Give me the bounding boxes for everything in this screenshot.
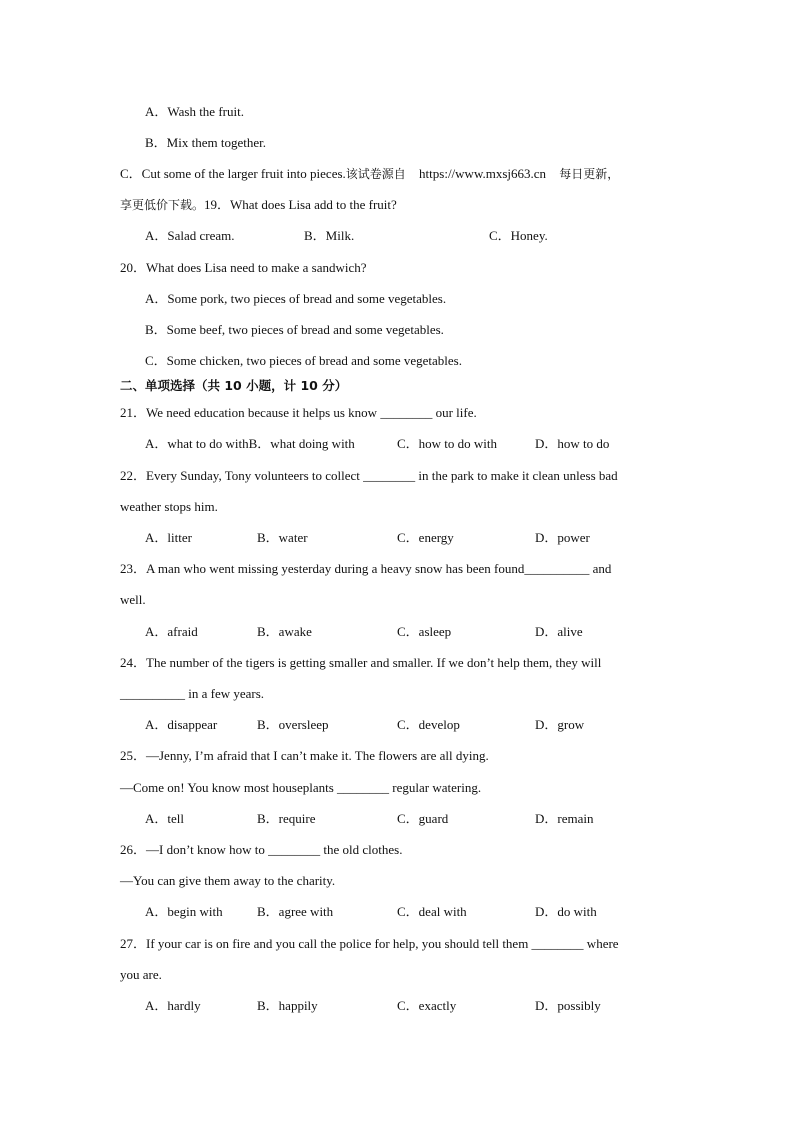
q23-stem-line2: well.: [120, 592, 146, 607]
q27-option-d: D．possibly: [535, 998, 601, 1013]
q21-stem: 21．We need education because it helps us know ________ our life.: [120, 405, 477, 420]
q20-option-c: C．Some chicken, two pieces of bread and some vegetables.: [145, 353, 462, 368]
q18-option-b: B．Mix them together.: [145, 135, 266, 150]
q23-option-a: A．afraid: [145, 624, 198, 639]
q24-option-d: D．grow: [535, 717, 585, 732]
ad-text-download: 享更低价下载。: [120, 198, 205, 212]
q21-option-c: C．how to do with: [397, 436, 498, 451]
q20-stem: 20．What does Lisa need to make a sandwich?: [120, 260, 367, 275]
q25-stem-line1: 25．—Jenny, I’m afraid that I can’t make it. The flowers are all dying.: [120, 748, 489, 763]
q22-stem-line2: weather stops him.: [120, 499, 218, 514]
q25-option-c: C．guard: [397, 811, 449, 826]
q22-option-d: D．power: [535, 530, 590, 545]
q19-option-c: C．Honey.: [489, 228, 548, 243]
q24-option-c: C．develop: [397, 717, 460, 732]
q24-option-a: A．disappear: [145, 717, 218, 732]
q26-option-c: C．deal with: [397, 904, 467, 919]
q24-option-b: B．oversleep: [257, 717, 329, 732]
q20-option-b: B．Some beef, two pieces of bread and some vegetables.: [145, 322, 444, 337]
q22-option-c: C．energy: [397, 530, 454, 545]
q25-option-b: B．require: [257, 811, 316, 826]
q23-stem-line1: 23．A man who went missing yesterday during a heavy snow has been found__________ and: [120, 561, 612, 576]
q27-stem-line1: 27．If your car is on fire and you call the police for help, you should tell them ________ where: [120, 936, 619, 951]
q24-stem-line2: __________ in a few years.: [120, 686, 265, 701]
q21-option-d: D．how to do: [535, 436, 610, 451]
q23-option-c: C．asleep: [397, 624, 452, 639]
q23-option-b: B．awake: [257, 624, 312, 639]
q26-option-a: A．begin with: [145, 904, 223, 919]
q18-option-a: A．Wash the fruit.: [145, 104, 244, 119]
q23-option-d: D．alive: [535, 624, 583, 639]
q26-stem-line2: —You can give them away to the charity.: [120, 873, 336, 888]
q25-option-a: A．tell: [145, 811, 184, 826]
q18-option-c: [120, 166, 619, 182]
ad-text-source: 该试卷源自: [345, 167, 406, 181]
q18-option-c-text: C．Cut some of the larger fruit into pieces.: [120, 166, 346, 181]
q24-stem-line1: 24．The number of the tigers is getting smaller and smaller. If we don’t help them, they will: [120, 655, 602, 670]
q21-option-ab: A．what to do withB．what doing with: [145, 436, 355, 451]
section-2-title: 二、单项选择（共 10 小题，计 10 分）: [120, 378, 348, 393]
q26-option-b: B．agree with: [257, 904, 334, 919]
q26-option-d: D．do with: [535, 904, 597, 919]
q22-option-a: A．litter: [145, 530, 192, 545]
q19-line: [120, 197, 397, 213]
q22-stem-line1: 22．Every Sunday, Tony volunteers to collect ________ in the park to make it clean unless bad: [120, 468, 618, 483]
q19-stem: 19．What does Lisa add to the fruit?: [204, 197, 397, 212]
q22-option-b: B．water: [257, 530, 308, 545]
q25-stem-line2: —Come on! You know most houseplants ________ regular watering.: [120, 780, 482, 795]
ad-url[interactable]: https://www.mxsj663.cn: [419, 166, 547, 181]
q25-option-d: D．remain: [535, 811, 594, 826]
q27-option-a: A．hardly: [145, 998, 201, 1013]
q20-option-a: A．Some pork, two pieces of bread and some vegetables.: [145, 291, 447, 306]
q27-option-c: C．exactly: [397, 998, 457, 1013]
q27-stem-line2: you are.: [120, 967, 162, 982]
ad-text-update: 每日更新，: [559, 167, 620, 181]
q27-option-b: B．happily: [257, 998, 318, 1013]
q26-stem-line1: 26．—I don’t know how to ________ the old clothes.: [120, 842, 403, 857]
q19-option-b: B．Milk.: [304, 228, 355, 243]
q19-option-a: A．Salad cream.: [145, 228, 235, 243]
